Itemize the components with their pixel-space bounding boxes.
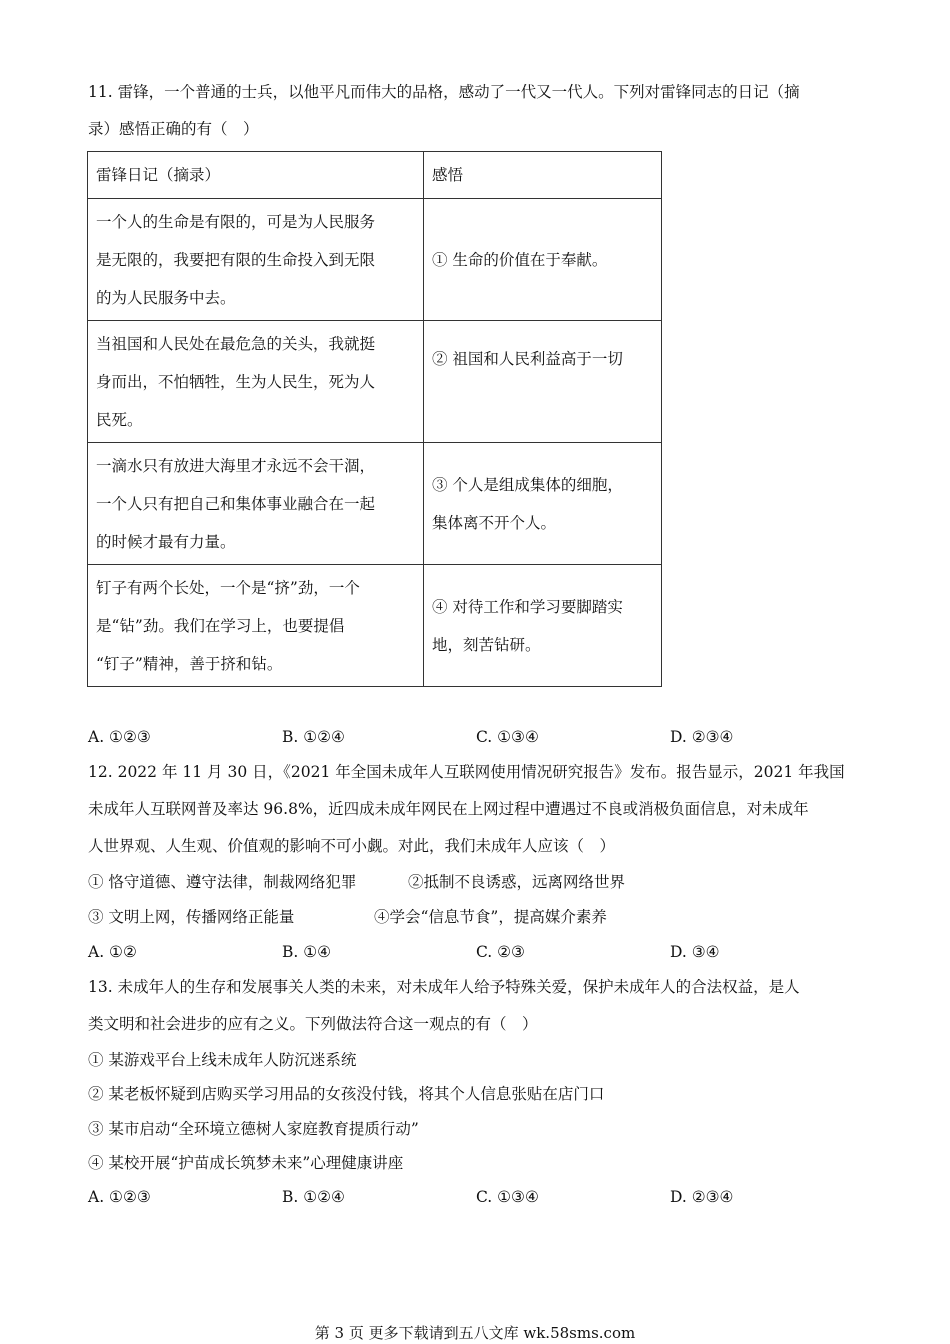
q11-diary-table xyxy=(87,151,662,687)
diary-line: 身而出，不怕牺牲，生为人民生，死为人 xyxy=(96,372,376,391)
q12-option-d[interactable]: D. ③④ xyxy=(670,943,720,961)
diary-line: 的时候才最有力量。 xyxy=(96,532,236,551)
q12-stem-line3: 人世界观、人生观、价值观的影响不可小觑。对此，我们未成年人应该（ ） xyxy=(88,837,616,855)
diary-line: 一滴水只有放进大海里才永远不会干涸， xyxy=(96,456,376,475)
q13-stem-line1: 13. 未成年人的生存和发展事关人类的未来，对未成年人给予特殊关爱，保护未成年人的合法权益，是人 xyxy=(88,978,800,996)
q11-option-b[interactable]: B. ①②④ xyxy=(282,728,345,746)
insight-cell xyxy=(424,443,662,565)
q12-item-2: ②抵制不良诱惑，远离网络世界 xyxy=(408,873,626,891)
q11-stem-line1: 11. 雷锋，一个普通的士兵，以他平凡而伟大的品格，感动了一代又一代人。下列对雷锋同志的日记（摘 xyxy=(88,83,800,101)
q13-option-b[interactable]: B. ①②④ xyxy=(282,1188,345,1206)
insight-cell xyxy=(424,199,662,321)
diary-cell xyxy=(88,199,424,321)
q13-item-1: ① 某游戏平台上线未成年人防沉迷系统 xyxy=(88,1051,357,1069)
q12-options xyxy=(88,942,848,962)
page-footer: 第 3 页 更多下载请到五八文库 wk.58sms.com xyxy=(314,1324,636,1342)
insight-line: ④ 对待工作和学习要脚踏实 xyxy=(432,597,623,616)
table-row xyxy=(88,199,662,321)
diary-line: 的为人民服务中去。 xyxy=(96,288,236,307)
insight-cell xyxy=(424,565,662,687)
diary-line: 是无限的，我要把有限的生命投入到无限 xyxy=(96,250,376,269)
q13-stem-line2: 类文明和社会进步的应有之义。下列做法符合这一观点的有（ ） xyxy=(88,1015,538,1033)
diary-line: 一个人的生命是有限的，可是为人民服务 xyxy=(96,212,376,231)
q12-option-a[interactable]: A. ①② xyxy=(88,943,137,961)
diary-cell xyxy=(88,321,424,443)
q13-item-2: ② 某老板怀疑到店购买学习用品的女孩没付钱，将其个人信息张贴在店门口 xyxy=(88,1085,605,1103)
table-row xyxy=(88,443,662,565)
table-header-row xyxy=(88,152,662,199)
q11-option-d[interactable]: D. ②③④ xyxy=(670,728,734,746)
diary-line: “钉子”精神，善于挤和钻。 xyxy=(96,654,283,673)
q13-option-d[interactable]: D. ②③④ xyxy=(670,1188,734,1206)
q12-item-1: ① 恪守道德、遵守法律，制裁网络犯罪 xyxy=(88,873,357,891)
diary-line: 是“钻”劲。我们在学习上，也要提倡 xyxy=(96,616,345,635)
q11-options xyxy=(88,727,848,747)
insight-cell xyxy=(424,321,662,443)
table-row xyxy=(88,321,662,443)
insight-line: 地，刻苦钻研。 xyxy=(432,635,541,654)
diary-line: 当祖国和人民处在最危急的关头，我就挺 xyxy=(96,334,376,353)
q13-option-c[interactable]: C. ①③④ xyxy=(476,1188,539,1206)
insight-line: ① 生命的价值在于奉献。 xyxy=(432,250,608,269)
insight-line: ② 祖国和人民利益高于一切 xyxy=(432,350,623,368)
q12-stem-line1: 12. 2022 年 11 月 30 日，《2021 年全国未成年人互联网使用情况研究报告》发布。报告显示，2021 年我国 xyxy=(88,763,845,781)
diary-cell xyxy=(88,443,424,565)
q11-option-a[interactable]: A. ①②③ xyxy=(88,728,151,746)
q11-stem-line2: 录）感悟正确的有（ ） xyxy=(88,120,259,138)
q12-item-3: ③ 文明上网，传播网络正能量 xyxy=(88,908,295,926)
header-insight: 感悟 xyxy=(424,152,662,199)
table-row xyxy=(88,565,662,687)
diary-cell xyxy=(88,565,424,687)
q12-items-row1 xyxy=(88,872,848,892)
q13-item-4: ④ 某校开展“护苗成长筑梦未来”心理健康讲座 xyxy=(88,1154,404,1172)
q11-option-c[interactable]: C. ①③④ xyxy=(476,728,539,746)
q12-option-b[interactable]: B. ①④ xyxy=(282,943,332,961)
q12-item-4: ④学会“信息节食”，提高媒介素养 xyxy=(374,908,607,926)
q12-items-row2 xyxy=(88,907,848,927)
header-diary: 雷锋日记（摘录） xyxy=(88,152,424,199)
diary-line: 钉子有两个长处，一个是“挤”劲，一个 xyxy=(96,578,360,597)
q13-option-a[interactable]: A. ①②③ xyxy=(88,1188,151,1206)
q13-options xyxy=(88,1187,848,1207)
q12-stem-line2: 未成年人互联网普及率达 96.8%，近四成未成年网民在上网过程中遭遇过不良或消极负面信息，对未成年 xyxy=(88,800,809,818)
insight-line: 集体离不开个人。 xyxy=(432,513,557,532)
q13-item-3: ③ 某市启动“全环境立德树人家庭教育提质行动” xyxy=(88,1120,419,1138)
q12-option-c[interactable]: C. ②③ xyxy=(476,943,525,961)
diary-line: 民死。 xyxy=(96,410,143,429)
diary-line: 一个人只有把自己和集体事业融合在一起 xyxy=(96,494,376,513)
insight-line: ③ 个人是组成集体的细胞， xyxy=(432,475,623,494)
